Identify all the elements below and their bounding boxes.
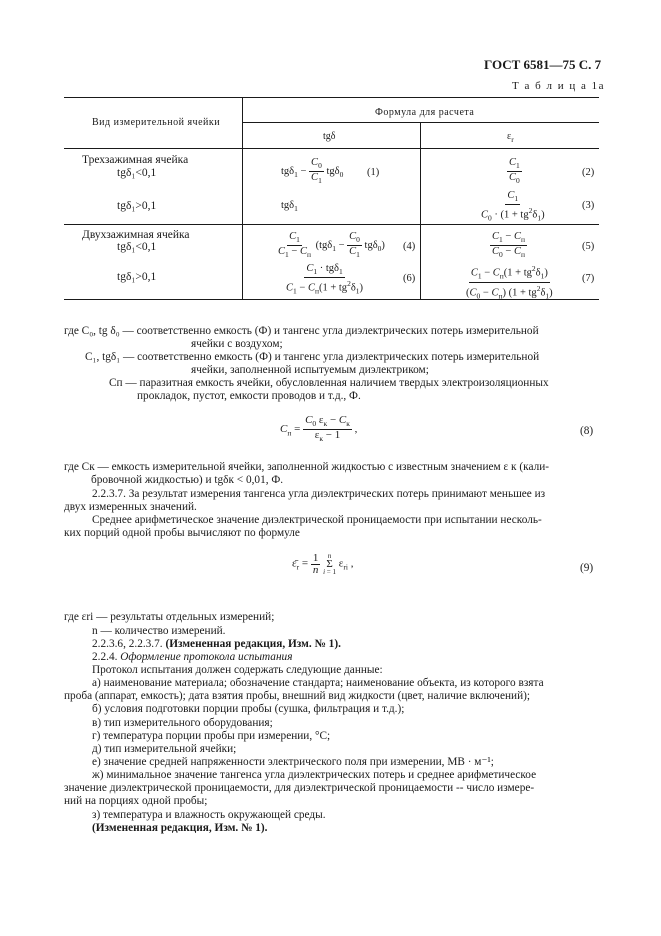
formula-5: $\frac{C_1 - C_п}{C_0 - C_п}$ xyxy=(492,231,525,260)
list-g: г) температура порции пробы при измерении, °С; xyxy=(92,730,331,742)
formula-8: $C_п$ = $\frac{C_0 \varepsilon_к - C_к}{\varepsilon_к - 1}$ , xyxy=(280,414,358,444)
eq-num-2: (2) xyxy=(582,167,595,178)
col-header-cell-type: Вид измерительной ячейки xyxy=(92,117,221,128)
page-header: ГОСТ 6581—75 С. 7 xyxy=(484,57,602,72)
list-v: в) тип измерительного оборудования; xyxy=(92,717,273,729)
formula-1: tgδ$_1$ − $\frac{C_0}{C_1}$ tgδ$_0$ xyxy=(281,157,344,186)
subheader-tg: tgδ xyxy=(323,131,336,142)
eq-num-9: (9) xyxy=(580,562,594,574)
list-b: б) условия подготовки порции пробы (сушка, фильтрация и т.д.); xyxy=(92,703,405,715)
list-zh-cont2: ний на порциях одной пробы; xyxy=(64,795,208,807)
formula-3: $\frac{C_1}{C_0 \cdot (1 + tg^2\delta_1)}$ xyxy=(481,190,545,223)
row-two-terminal-cond2: tgδ₁>0,1 xyxy=(117,271,157,283)
table-header-bottom xyxy=(64,148,599,149)
list-e: е) значение средней напряженности электрического поля при измерении, МВ · м⁻¹; xyxy=(92,756,494,768)
formula-7: $\frac{C_1 - C_п(1 + tg^2\delta_1)}{(C_0 - C_п) (1 + tg^2\delta_1)}$ xyxy=(466,264,553,301)
where-c0: где C₀, tg δ₀ — соответственно емкость (Ф) и тангенс угла диэлектрических потерь измерительной xyxy=(64,325,539,337)
formula-4: $\frac{C_1}{C_1 - C_п}$ (tgδ$_1$ − $\frac{C_0}{C_1}$ tgδ$_0$) xyxy=(278,231,385,260)
edit-note-1-refs: 2.2.3.6, 2.2.3.7. xyxy=(92,638,163,650)
where-cp: Cп — паразитная емкость ячейки, обусловленная наличием твердых электроизоляционных xyxy=(109,377,549,389)
para-average: Среднее арифметическое значение диэлектрической проницаемости при испытании несколь- xyxy=(92,514,542,526)
row-three-terminal-cond2: tgδ₁>0,1 xyxy=(117,200,157,212)
formula-2: $\frac{C_1}{C_0}$ xyxy=(509,157,520,186)
section-224-num: 2.2.4. xyxy=(92,651,118,663)
where-cp-cont: прокладок, пустот, емкости проводов и т.д., Ф. xyxy=(137,390,361,402)
eq-num-1: (1) xyxy=(367,167,380,178)
para-2237-cont: двух измеренных значений. xyxy=(64,501,197,513)
subheader-eps xyxy=(507,130,514,147)
eq-num-7: (7) xyxy=(582,273,595,284)
where-c0-cont: ячейки с воздухом; xyxy=(191,338,283,350)
list-zh-cont: значение диэлектрической проницаемости, для диэлектрической проницаемости -- число измере- xyxy=(64,782,535,794)
list-d: д) тип измерительной ячейки; xyxy=(92,743,237,755)
edit-note-1-text: (Измененная редакция, Изм. № 1). xyxy=(165,638,341,650)
eq-num-5: (5) xyxy=(582,241,595,252)
eps-symbol: ε xyxy=(507,131,512,142)
formula-6: $\frac{C_1 \cdot tg\delta_1}{C_1 - C_п(1 + tg^2\delta_1)}$ xyxy=(286,263,364,296)
list-a: а) наименование материала; обозначение стандарта; наименование объекта, из которого взята xyxy=(92,677,544,689)
section-224-title: Оформление протокола испытания xyxy=(120,651,293,663)
formula-3-left: tgδ$_1$ xyxy=(281,200,298,214)
eq-num-6: (6) xyxy=(403,273,416,284)
row-two-terminal-label: Двухзажимная ячейка xyxy=(82,229,190,241)
col-header-formula: Формула для расчета xyxy=(375,107,475,118)
eq-num-3: (3) xyxy=(582,200,595,211)
eq-num-4: (4) xyxy=(403,241,416,252)
para-2237: 2.2.3.7. За результат измерения тангенса угла диэлектрических потерь принимают меньшее из xyxy=(92,488,546,500)
where-eri: где εri — результаты отдельных измерений; xyxy=(64,611,275,623)
table-label: Т а б л и ц а 1а xyxy=(512,80,605,92)
edit-note-2: (Измененная редакция, Изм. № 1). xyxy=(92,822,268,834)
where-n: n — количество измерений. xyxy=(92,625,226,637)
table-top-rule xyxy=(64,97,599,98)
where-ck: где Cк — емкость измерительной ячейки, заполненной жидкостью с известным значением ε к (кали- xyxy=(64,461,550,473)
row-three-terminal-label: Трехзажимная ячейка xyxy=(82,154,189,166)
formula-9: $\varepsilon̄_r$ = $\frac{1}{n}$ n Σ i = 1 $\varepsilon_{ri}$ , xyxy=(292,551,354,576)
list-a-cont: проба (аппарат, емкость); дата взятия пробы, внешний вид жидкости (цвет, наличие включений); xyxy=(64,690,531,702)
row-two-terminal-cond1: tgδ₁<0,1 xyxy=(117,241,157,253)
list-z: з) температура и влажность окружающей среды. xyxy=(92,809,326,821)
list-zh: ж) минимальное значение тангенса угла диэлектрических потерь и среднее арифметическое xyxy=(92,769,537,781)
where-c1-cont: ячейки, заполненной испытуемым диэлектриком; xyxy=(191,364,429,376)
where-c1: C₁, tgδ₁ — соответственно емкость (Ф) и тангенс угла диэлектрических потерь измерительной xyxy=(85,351,540,363)
eps-index: r xyxy=(511,135,514,144)
eq-num-8: (8) xyxy=(580,425,594,437)
table-vline-1 xyxy=(242,97,243,299)
protocol-intro: Протокол испытания должен содержать следующие данные: xyxy=(92,664,383,676)
table-vline-2 xyxy=(420,122,421,299)
where-ck-cont: бровочной жидкостью) и tgδк < 0,01, Ф. xyxy=(91,474,284,486)
row-three-terminal-cond1: tgδ₁<0,1 xyxy=(117,167,157,179)
table-row-divider xyxy=(64,224,599,225)
para-average-cont: ких порций одной пробы вычисляют по формуле xyxy=(64,527,300,539)
